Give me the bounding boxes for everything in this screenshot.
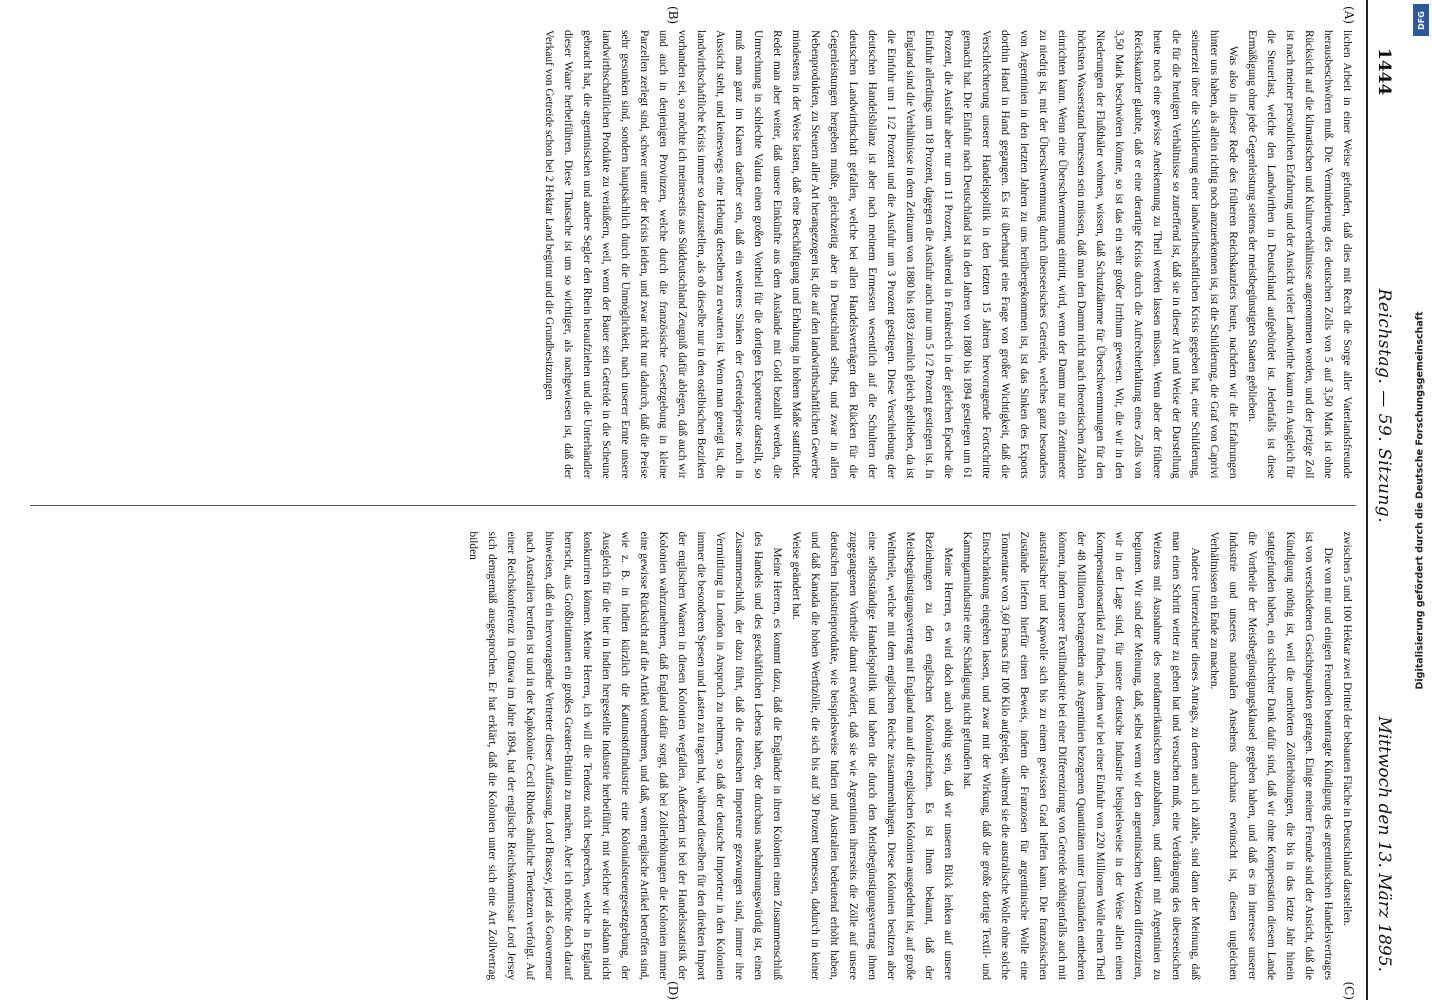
column-divider: [30, 505, 1356, 506]
session-date: Mittwoch den 13. März 1895.: [1374, 716, 1394, 972]
paragraph: Andere Unterzeichner dieses Antrags, zu denen auch ich zähle, sind dann der Meinung, daß man einen Schritt weiter zu gehen hat und versuchen muß, eine Verdrängung des überseeischen Weizens mit Ausnahme des nordamerikanischen anzubahnen, und damit mit Argentinien zu beginnen. Wir sind der Meinung, daß, selbst wenn wir den argentinischen Weizen differenziren, wir in der Lage sind, für unsere deutsche Industrie beispielsweise in der Weise allein einen Kompensationsartikel zu finden, indem wir bei einer Einfuhr von 220 Millionen Wolle einen Theil der 48 Millionen betragenden aus Argentinien bezogenen Quantitäten unter Umständen entbehren können, indem unsere Textilindustrie bei einer Differenzirung von Getreide nöthigenfalls auch mit australischer und Kapwolle sich bis zu einem gewissen Grad helfen kann. Die französischen Zustände liefern hierfür einen Beweis, indem die Franzosen für argentinische Wolle eine Tonnentare von 3,60 Francs für 100 Kilo aufgelegt, während sie die australische Wolle ohne solche Einschränkung eingehen lassen, und zwar mit der Wirkung, daß die große dortige Textil- und Kammgarnindustrie eine Schädigung nicht gefunden hat.: [961, 531, 1201, 980]
paragraph: zwischen 5 und 100 Hektar zwei Drittel der bebauten Fläche in Deutschland darstellen.: [1341, 531, 1353, 926]
margin-marker-a: (A): [1342, 6, 1356, 25]
margin-marker-b: (B): [666, 6, 680, 25]
digitization-credit: [1410, 0, 1430, 1000]
page-number: 1444: [1374, 48, 1394, 96]
paragraph: Meine Herren, es wird doch auch nöthig sein, daß wir unseren Blick lenken auf unsere Beziehungen zu den englischen Kolonialreichen. Es ist Ihnen bekannt, daß der Meistbegünstigungsvertrag mit England nun auf die englischen Kolonien ausgedehnt ist, auf große Welttheile, welche mit dem englischen Reiche zusammenhängen. Diese Kolonien besitzen aber eine selbstständige Handelspolitik und haben die durch den Meistbegünstigungsvertrag ihnen zugegangenen Vortheile damit erwidert, daß sie wie Argentinien ihrerseits die Zölle auf unsere deutschen Industrieprodukte, wie beispielsweise Indien und Australien bedeutend erhöht haben, und daß Kanada die hohen Werthzölle, die sich bis auf 30 Prozent bemessen, dadurch in keiner Weise geändert hat.: [790, 531, 954, 980]
left-column: [30, 30, 1356, 479]
paragraph: Die von mir und einigen Freunden beantragte Kündigung des argentinischen Handelsvertrages ist von verschiedenen Gesichtspunkten getragen. Einige meiner Freunde sind der Ansicht, daß die Kündigung nöthig ist, weil die unerhörten Zollerhöhungen, die bis in das letzte Jahr hinein stattgefunden haben, ein schlechter Dank dafür sind, daß wir ohne Kompensation diesem Lande die Vortheile der Meistbegünstigungsklausel gegeben haben, und daß es im Interesse unserer Industrie und unseres nationalen Ansehens durchaus erwünscht ist, diesen ungleichen Verhältnissen ein Ende zu machen.: [1208, 531, 1334, 980]
dfg-logo: [1413, 4, 1429, 36]
dfg-logo-text: DFG: [1416, 10, 1426, 30]
paragraph: Meine Herren, es kommt dazu, daß die Engländer in ihren Kolonien einen Zusammenschluß des Handels und des geschäftlichen Lebens haben, der durchaus nachahmungswürdig ist, einen Zusammenschluß, der dazu führt, daß die deutschen Importeure gezwungen sind, immer ihre Vermittlung in London in Anspruch zu nehmen, so daß der deutsche Importeur in den Kolonien immer die besonderen Spesen und Lasten zu tragen hat, während dieselben für den direkten Import der englischen Waaren in diesen Kolonien wegfallen. Außerdem ist bei der Handelsstatistik der Kolonien wahrzunehmen, daß England dafür sorgt, daß bei Zollerhöhungen die Kolonien immer eine gewisse Rücksicht auf die Artikel vornehmen, und daß, wenn englische Artikel betroffen sind, wie z. B. in Indien kürzlich die Kattunstoffindustrie eine Kolonialsteuergesetzgebung, der Ausgleich für die hier in Indien hergestellte Industrie herbeiführt, mit welcher wir alsdann nicht konkurriren können. Meine Herren, ich will die Tendenz nicht besprechen, welche in England herrscht, aus Großbritannien ein großes Greater-Britain zu machen. Aber ich möchte doch darauf hinweisen, daß ein hervorragender Vertreter dieser Auffassung, Lord Brassey, jetzt als Gouverneur nach Australien berufen ist und in der Kapkolonie Cecil Rhodes ähnliche Tendenzen verfolgt. Auf einer Reichskonferenz in Ottawa im Jahre 1894, hat der englische Reichskommissar Lord Jersey sich demgemäß ausgesprochen. Er hat erklärt, daß die Kolonien unter sich eine Art Zollvertrag bilden: [467, 531, 783, 980]
paragraph: lichen Arbeit in einer Weise gefunden, daß dies mit Recht die Sorge aller Vaterlandsfreunde herausbeschwören muß. Die Verminderung des deutschen Zolls von 5 auf 3,50 Mark ist ohne Rücksicht auf die klimatischen und Kulturverhältnisse angenommen worden, und der jetzige Zoll ist nach meiner persönlichen Erfahrung und der Ansicht vieler Landwirthe kaum ein Ausgleich für die Steuerlast, welche den Landwirthen in Deutschland aufgebürdet ist. Jedenfalls ist diese Ermäßigung ohne jede Gegenleistung seitens der meistbegünstigten Staaten geblieben.: [1246, 30, 1353, 479]
page-header: [1366, 0, 1400, 1000]
margin-marker-d: (D): [666, 981, 680, 1000]
right-column: [30, 532, 1356, 981]
text-columns: [30, 30, 1356, 980]
credit-text: Digitalisierung gefördert durch die Deutsche Forschungsgemeinschaft: [1414, 311, 1426, 689]
session-title: Reichstag. — 59. Sitzung.: [1374, 288, 1394, 524]
margin-marker-c: (C): [1342, 981, 1356, 1000]
paragraph: Was also in dieser Rede des früheren Reichskanzlers heute, nachdem wir die Erfahrungen hinter uns haben, als allein richtig noch anzuerkennen ist, ist die Schilderung, die Graf von Caprivi seinerzeit über die Schilderung einer landwirthschaftlichen Krisis gegeben hat, eine Schilderung, die für die heutigen Verhältnisse so zutreffend ist, daß sie in dieser Art und Weise der Darstellung heute noch eine gewisse Anerkennung zu Theil werden lassen müssen. Wenn aber der frühere Reichskanzler glaubte, daß er eine derartige Krisis durch die Aufrechterhaltung eines Zolls von 3,50 Mark beschwören könnte, so ist das ein sehr großer Irrthum gewesen. Wir, die wir in den Niederungen der Flußthäler wohnen, wissen, daß Schutzdämme für Überschwemmungen für den höchsten Wasserstand bemessen sein müssen, daß man den Damm nicht nach theoretischen Zahlen einrichten kann. Wenn eine Überschwemmung eintritt, wird, wenn der Damm nur ein Zentimeter zu niedrig ist, mit der Überschwemmung durch überseeisches Getreide, welches ganz besonders von Argentinien in den letzten Jahren zu uns herübergekommen ist, ist das Sinken des Exports dorthin Hand in Hand gegangen. Es ist überhaupt eine Frage von großer Wichtigkeit, daß die Verschlechterung unserer Handelspolitik in den letzten 15 Jahren hervorragende Fortschritte gemacht hat. Die Einfuhr nach Deutschland ist in den Jahren von 1880 bis 1894 gestiegen um 61 Prozent, die Ausfuhr aber nur um 11 Prozent, während in Frankreich in der gleichen Epoche die Einfuhr allerdings um 18 Prozent, dagegen die Ausfuhr auch nur um 5 1/2 Prozent gestiegen ist. In England sind die Verhältnisse in dem Zeitraum von 1880 bis 1893 ziemlich gleich geblieben, da ist die Einfuhr um 1 1/2 Prozent und die Ausfuhr um 3 Prozent gestiegen. Diese Verschiebung der deutschen Handelsbilanz ist aber nach meinem Ermessen wesentlich auf die Schultern der deutschen Landwirthschaft gefallen, welche bei allen Handelsverträgen den Rücken für die Gegenleistungen hergeben mußte, gleichzeitig aber in Deutschland selbst, und zwar in allen Nebenprodukten, zu Steuern aller Art herangezogen ist, die auf den landwirthschaftlichen Gewerbe mindestens in der Weise lasten, daß eine Beschäftigung und Erhaltung in hohem Maße stattfindet. Redet man aber weiter, daß unsere Einkünfte aus dem Auslande mit Gold bezahlt werden, die Umrechnung in schlechte Valuta einen großen Vortheil für die dortigen Exporteure darstellt, so muß man ganz im Klaren darüber sein, daß ein weiteres Sinken der Getreidepreise noch in Aussicht steht, und keineswegs eine Hebung derselben zu erwarten ist. Wenn man geneigt ist, die landwirthschaftliche Krisis immer so darzustellen, als ob dieselbe nur in den ostelbischen Bezirken vorhanden sei, so möchte ich meinerseits aus Süddeutschland Zeugniß dafür ablegen, daß auch wir und auch in denjenigen Provinzen, welche durch die französische Gesetzgebung in kleine Parzellen zerlegt sind, schwer unter der Krisis leiden, und zwar nicht nur dadurch, daß die Preise sehr gesunken sind, sondern hauptsächlich durch die Unmöglichkeit, nach unserer Ernte unsere landwirthschaftlichen Produkte zu veräußern, weil, wenn der Bauer sein Getreide in die Scheune gebracht hat, die argentinischen und andere Segler den Rhein heraufziehen und die Unterhändler dieser Waare herbeiführen. Diese Thatsache ist um so wichtiger, als nachgewiesen ist, daß der Verkauf von Getreide schon bei 2 Hektar Land beginnt und die Grundbesitzungen: [543, 30, 1239, 479]
